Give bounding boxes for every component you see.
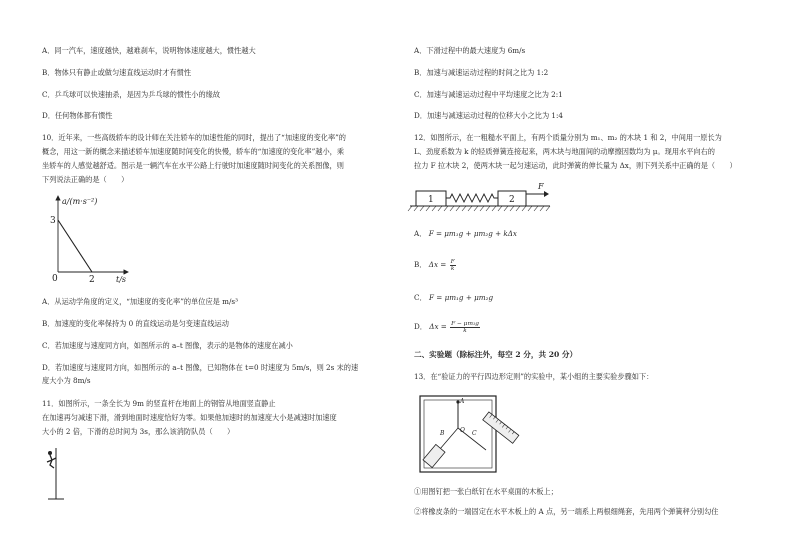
q11-option-a: A．下滑过程中的最大速度为 6m/s [414, 46, 526, 55]
y-axis-label: a/(m·s⁻²) [62, 197, 98, 206]
q12-option-b-label: B． [414, 260, 427, 269]
q10-option-d-line-1: D．若加速度与速度同方向，如图所示的 a–t 图像，已知物体在 t=0 时速度为 5m/s，则 2s 末的速 [42, 363, 359, 372]
q12-option-b [414, 258, 457, 272]
person-icon [47, 451, 56, 468]
point-o-label: O [460, 427, 465, 434]
q13-step-1: ①用图钉把一张白纸钉在水平桌面的木板上； [414, 487, 558, 496]
q10-stem-line-3: 坐轿车的人感觉越舒适。图示是一辆汽车在水平公路上行驶时加速度随时间变化的关系图像，则 [42, 161, 344, 170]
q11-firefighter-figure [40, 446, 70, 502]
q12-option-b-fraction [450, 259, 456, 272]
q11-option-d: D．加速与减速运动过程的位移大小之比为 1:4 [414, 111, 563, 120]
q10-option-a: A．从运动学角度的定义，“加速度的变化率”的单位应是 m/s³ [42, 297, 238, 306]
q12-stem-line-3: 拉力 F 拉木块 2，使两木块一起匀速运动，此时弹簧的伸长量为 Δx，则下列关系中正确的是（ ） [414, 161, 737, 170]
point-b-label: B [440, 430, 445, 437]
q11-stem-line-1: 11．如图所示，一条全长为 9m 的竖直杆在地面上的钢管从地面竖直静止 [42, 399, 276, 408]
q12-option-d-label: D． [414, 322, 427, 331]
q9-option-c: C．乒乓球可以快速抽杀，是因为乒乓球的惯性小的缘故 [42, 90, 221, 99]
q12-option-c-label: C． [414, 293, 427, 302]
q12-option-b-denominator: k [450, 265, 455, 272]
graph-line [58, 220, 92, 272]
x-tick-label: 2 [89, 275, 95, 285]
q11-stem-line-2: 在加速再匀减速下滑，滑到地面时速度恰好为零。如果他加速时的加速度大小是减速时加速度 [42, 413, 337, 422]
q12-option-d [414, 320, 481, 334]
q12-option-d-numerator: F − μm₁g [451, 320, 479, 327]
q12-option-d-fraction [450, 321, 480, 334]
q13-step-2: ②将橡皮条的一端固定在水平木板上的 A 点，另一端系上两根细绳套，先用两个弹簧秤分别勾住 [414, 507, 719, 516]
q12-option-a-expr: F = μm₁g + μm₂g + kΔx [428, 229, 517, 238]
q9-option-b: B．物体只有静止或做匀速直线运动时才有惯性 [42, 68, 192, 77]
q10-stem-line-2: 概念，用这一新的概念来描述轿车加速度随时间变化的快慢，轿车的“加速度的变化率”越小，乘 [42, 147, 345, 156]
q12-stem-line-1: 12．如图所示，在一粗糙水平面上，有两个质量分别为 m₁、m₂ 的木块 1 和 2，中间用一原长为 [414, 133, 722, 142]
q12-stem-line-2: L、劲度系数为 k 的轻质弹簧连接起来，两木块与地面间的动摩擦因数均为 μ。现用水平向右的 [414, 147, 715, 156]
q12-option-b-numerator: F [450, 258, 455, 265]
q13-force-figure [410, 390, 530, 480]
q12-option-d-prefix: Δx = [429, 322, 447, 331]
q12-option-b-prefix: Δx = [428, 260, 447, 269]
q12-option-d-denominator: k [463, 327, 467, 334]
q10-stem-line-4: 下列说法正确的是（ ） [42, 175, 129, 184]
block-1-label: 1 [428, 195, 434, 205]
spring [446, 194, 498, 202]
q12-option-a-label: A． [414, 229, 427, 238]
x-axis-label: t/s [116, 275, 127, 284]
ground-hatching [408, 206, 550, 211]
force-label: F [538, 182, 544, 191]
q12-option-c-expr: F = μm₁g + μm₂g [428, 293, 494, 302]
q13-stem: 13．在“验证力的平行四边形定则”的实验中，某小组的主要实验步骤如下： [414, 372, 654, 381]
point-a-label: A [460, 398, 465, 405]
q9-option-a: A．同一汽车，速度越快，越难刹车，说明物体速度越大，惯性越大 [42, 46, 256, 55]
q11-option-b: B．加速与减速运动过程的时间之比为 1:2 [414, 68, 549, 77]
q11-option-c: C．加速与减速运动过程中平均速度之比为 2:1 [414, 90, 563, 99]
origin-label: 0 [52, 274, 58, 284]
q10-option-d-line-2: 度大小为 8m/s [42, 376, 91, 385]
section-2-heading: 二、实验题（除标注外，每空 2 分，共 20 分） [414, 350, 578, 359]
q10-at-graph [40, 192, 140, 292]
block-2-label: 2 [509, 195, 515, 205]
point-c-label: C [472, 430, 477, 437]
q11-stem-line-3: 大小的 2 倍，下滑的总时间为 3s，那么该消防队员（ ） [42, 427, 235, 436]
q10-stem-line-1: 10．近年来，一些高级轿车的设计师在关注轿车的加速性能的同时，提出了“加速度的变化率”的 [42, 133, 346, 142]
force-arrow-head [544, 191, 549, 197]
q9-option-d: D．任何物体都有惯性 [42, 111, 113, 120]
q12-option-c [414, 293, 493, 302]
q12-blocks-figure [406, 180, 556, 214]
q10-option-b: B．加速度的变化率保持为 0 的直线运动是匀变速直线运动 [42, 319, 229, 328]
y-tick-label: 3 [50, 216, 56, 226]
q10-option-c: C．若加速度与速度同方向，如图所示的 a–t 图像，表示的是物体的速度在减小 [42, 341, 293, 350]
q12-option-a [414, 229, 517, 238]
